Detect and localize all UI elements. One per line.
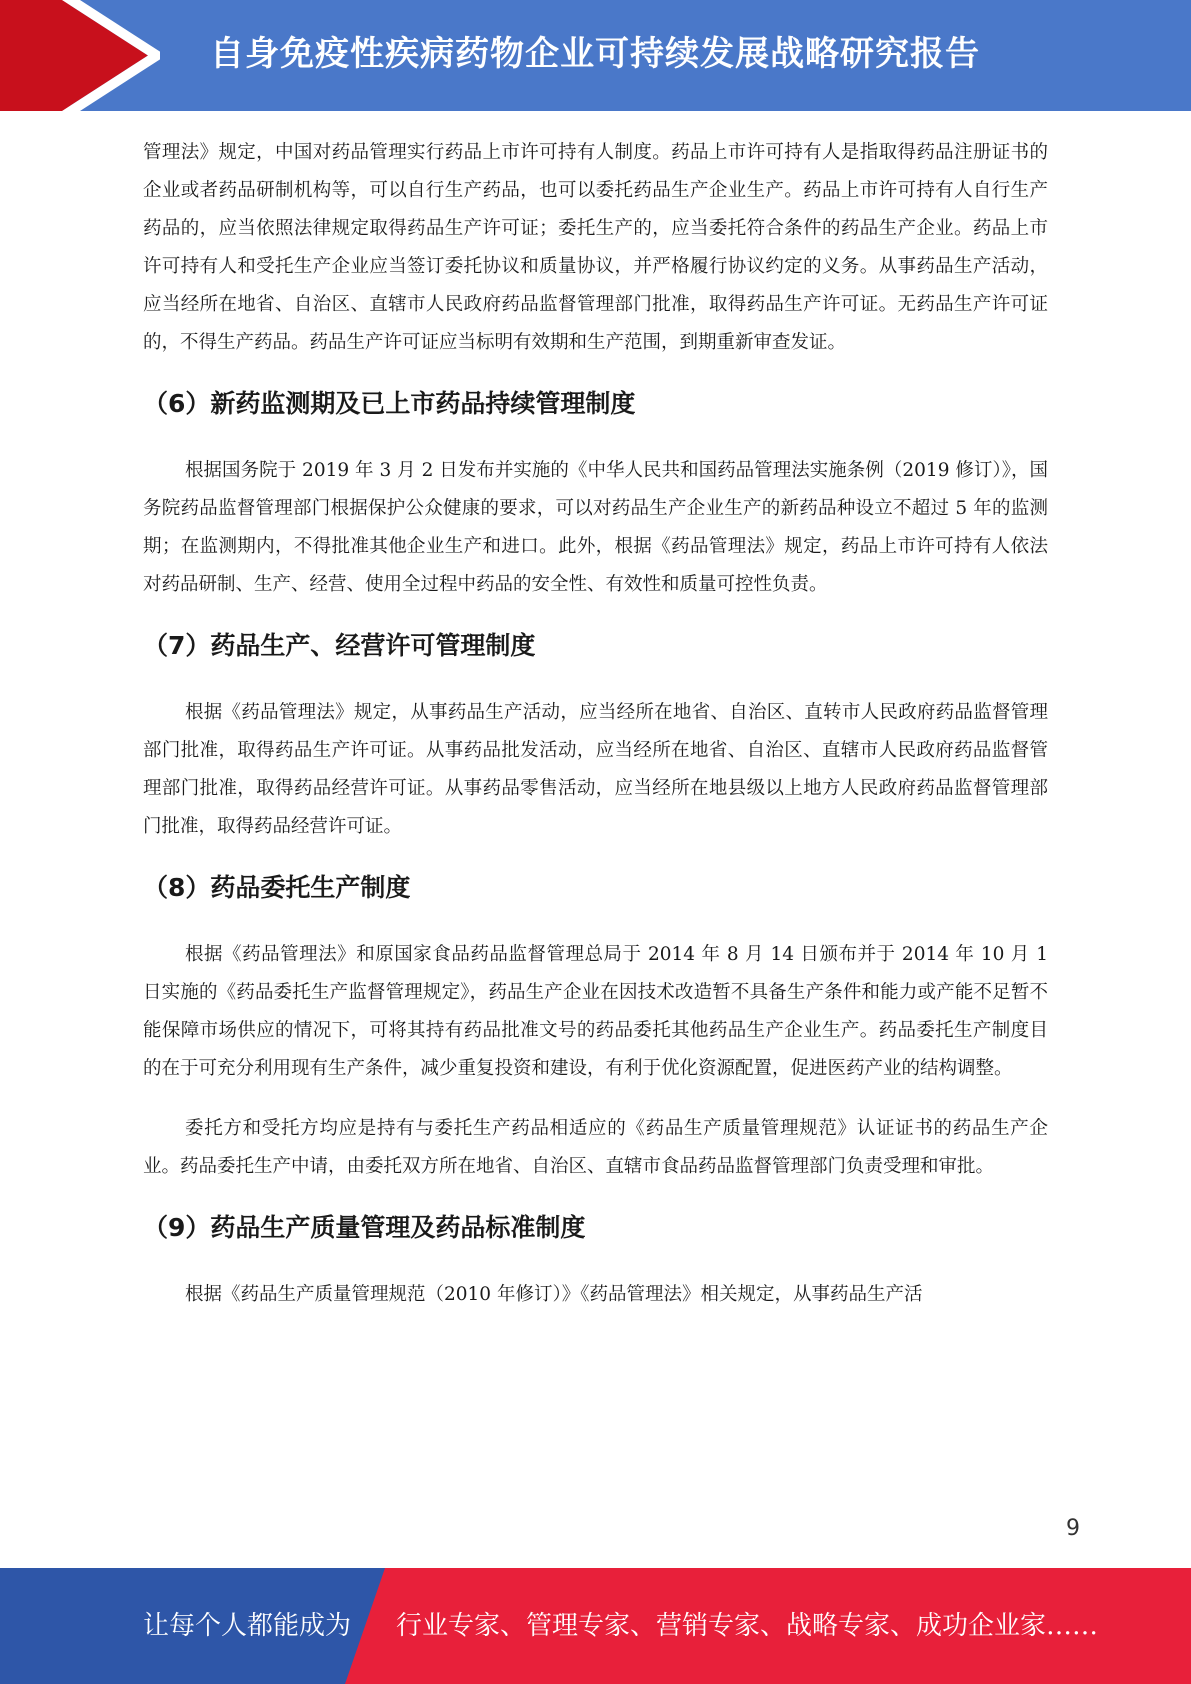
body-paragraph: 根据《药品生产质量管理规范（2010 年修订）》《药品管理法》相关规定，从事药品生产活 xyxy=(185,1284,923,1305)
section-heading-6: （6）新药监测期及已上市药品持续管理制度 xyxy=(143,389,636,418)
section-heading-9: （9）药品生产质量管理及药品标准制度 xyxy=(143,1213,586,1242)
footer-slogan-right: 行业专家、管理专家、营销专家、战略专家、成功企业家…… xyxy=(396,1611,1099,1641)
body-paragraph: 根据《药品管理法》和原国家食品药品监督管理总局于 2014 年 8 月 14 日颁布并于 2014 年 10 月 1 日实施的《药品委托生产监督管理规定》，药品生产企业在因技术改造暂不具备生产条件和能力或产能不足暂不能保障市场供应的情况下，可将其持有药品批准文号的药品委托其他药品生产企业生产。药品委托生产制度目的在于可充分利用现有生产条件，减少重复投资和建设，有利于优化资源配置，促进医药产业的结构调整。 xyxy=(143,944,1048,1079)
section-heading-7: （7）药品生产、经营许可管理制度 xyxy=(143,631,536,660)
page-header xyxy=(0,0,1191,111)
page-footer xyxy=(0,1568,1191,1684)
body-paragraph: 管理法》规定，中国对药品管理实行药品上市许可持有人制度。药品上市许可持有人是指取得药品注册证书的企业或者药品研制机构等，可以自行生产药品，也可以委托药品生产企业生产。药品上市许可持有人自行生产药品的，应当依照法律规定取得药品生产许可证；委托生产的，应当委托符合条件的药品生产企业。药品上市许可持有人和受托生产企业应当签订委托协议和质量协议，并严格履行协议约定的义务。从事药品生产活动，应当经所在地省、自治区、直辖市人民政府药品监督管理部门批准，取得药品生产许可证。无药品生产许可证的，不得生产药品。药品生产许可证应当标明有效期和生产范围，到期重新审查发证。 xyxy=(143,142,1048,353)
footer-slogan-left: 让每个人都能成为 xyxy=(143,1611,352,1641)
body-paragraph: 委托方和受托方均应是持有与委托生产药品相适应的《药品生产质量管理规范》认证证书的药品生产企业。药品委托生产中请，由委托双方所在地省、自治区、直辖市食品药品监督管理部门负责受理和审批。 xyxy=(143,1118,1048,1177)
page-number: 9 xyxy=(1066,1516,1080,1541)
body-paragraph: 根据国务院于 2019 年 3 月 2 日发布并实施的《中华人民共和国药品管理法实施条例（2019 修订）》，国务院药品监督管理部门根据保护公众健康的要求，可以对药品生产企业生产的新药品种设立不超过 5 年的监测期；在监测期内，不得批准其他企业生产和进口。此外，根据《药品管理法》规定，药品上市许可持有人依法对药品研制、生产、经营、使用全过程中药品的安全性、有效性和质量可控性负责。 xyxy=(143,460,1048,595)
section-heading-8: （8）药品委托生产制度 xyxy=(143,873,411,902)
page-content xyxy=(143,134,1048,1314)
body-paragraph: 根据《药品管理法》规定，从事药品生产活动，应当经所在地省、自治区、直转市人民政府药品监督管理部门批准，取得药品生产许可证。从事药品批发活动，应当经所在地省、自治区、直辖市人民政府药品监督管理部门批准，取得药品经营许可证。从事药品零售活动，应当经所在地县级以上地方人民政府药品监督管理部门批准，取得药品经营许可证。 xyxy=(143,702,1048,837)
header-chevron-decoration xyxy=(0,0,160,111)
report-title: 自身免疫性疾病药物企业可持续发展战略研究报告 xyxy=(210,34,980,74)
